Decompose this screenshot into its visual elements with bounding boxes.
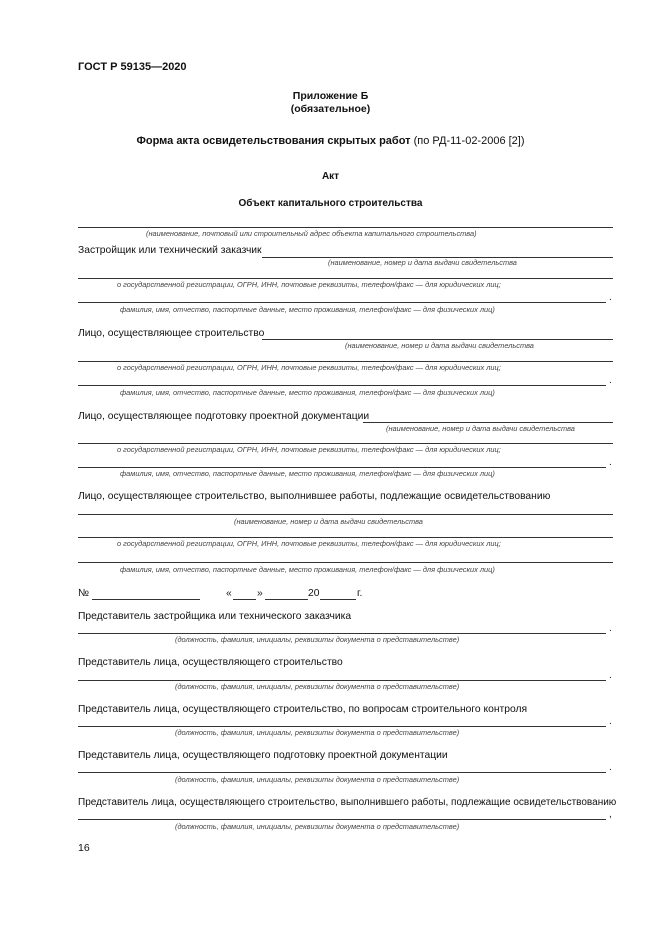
designer-legal-line[interactable] [78,443,613,444]
builder-dot: . [609,375,612,386]
builder-line[interactable] [262,339,613,340]
builder-label: Лицо, осуществляющее строительство [78,328,265,339]
date-month-field-ext [265,599,308,600]
developer-label: Застройщик или технический заказчик [78,245,262,256]
rep-developer-dot: . [609,623,612,634]
rep-developer-line[interactable] [78,633,606,634]
builder-person-hint: фамилия, имя, отчество, паспортные данные, место проживания, телефон/факс — для физических лиц) [120,388,495,397]
form-title-reference: (по РД-11-02-2006 [2]) [413,135,525,147]
builder-legal-line[interactable] [78,361,613,362]
act-number-label: № [78,588,90,599]
rep-builder-label: Представитель лица, осуществляющего строительство [78,657,343,668]
object-line[interactable] [78,227,613,228]
rep-designer-hint: (должность, фамилия, инициалы, реквизиты документа о представительстве) [175,775,460,784]
designer-legal-hint: о государственной регистрации, ОГРН, ИНН, почтовые реквизиты, телефон/факс — для юридических лиц; [117,445,501,454]
date-day-field[interactable] [233,599,256,600]
rep-builder-line[interactable] [78,680,606,681]
developer-legal-hint: о государственной регистрации, ОГРН, ИНН, почтовые реквизиты, телефон/факс — для юридических лиц; [117,280,501,289]
rep-performer-label: Представитель лица, осуществляющего строительство, выполнившего работы, подлежащие освидетельствованию [78,797,617,808]
performer-label: Лицо, осуществляющее строительство, выполнившее работы, подлежащие освидетельствованию [78,491,551,502]
builder-person-line[interactable] [78,385,606,386]
performer-line[interactable] [78,514,613,515]
performer-cert-hint: (наименование, номер и дата выдачи свидетельства [234,517,423,526]
designer-person-hint: фамилия, имя, отчество, паспортные данные, место проживания, телефон/факс — для физических лиц) [120,469,495,478]
form-title-main: Форма акта освидетельствования скрытых работ [136,135,411,147]
rep-control-label: Представитель лица, осуществляющего строительство, по вопросам строительного контроля [78,704,528,715]
date-year-prefix: 20 [308,588,320,599]
rep-designer-label: Представитель лица, осуществляющего подготовку проектной документации [78,750,448,761]
developer-legal-line[interactable] [78,278,613,279]
designer-line[interactable] [363,422,613,423]
designer-person-line[interactable] [78,467,606,468]
rep-performer-comma: , [609,809,612,820]
developer-dot: . [609,292,612,303]
spacer [308,599,309,600]
appendix-title: Приложение Б [292,90,369,102]
builder-cert-hint: (наименование, номер и дата выдачи свидетельства [345,341,534,350]
developer-person-hint: фамилия, имя, отчество, паспортные данные, место проживания, телефон/факс — для физических лиц) [120,305,495,314]
date-quote-close: » [257,588,263,599]
rep-builder-dot: . [609,670,612,681]
builder-legal-hint: о государственной регистрации, ОГРН, ИНН, почтовые реквизиты, телефон/факс — для юридических лиц; [117,363,501,372]
designer-dot: . [609,457,612,468]
object-hint: (наименование, почтовый или строительный адрес объекта капитального строительства) [146,229,477,238]
performer-legal-hint: о государственной регистрации, ОГРН, ИНН, почтовые реквизиты, телефон/факс — для юридических лиц; [117,539,501,548]
date-quote-open: « [226,588,232,599]
act-heading: Акт [321,171,340,182]
date-year-field[interactable] [320,599,356,600]
designer-cert-hint: (наименование, номер и дата выдачи свидетельства [386,424,575,433]
rep-control-line[interactable] [78,726,606,727]
rep-performer-line[interactable] [78,819,606,820]
designer-label: Лицо, осуществляющее подготовку проектной документации [78,411,370,422]
page-number: 16 [78,842,90,854]
object-heading: Объект капитального строительства [238,198,423,209]
rep-builder-hint: (должность, фамилия, инициалы, реквизиты документа о представительстве) [175,682,460,691]
performer-legal-line[interactable] [78,537,613,538]
standard-header: ГОСТ Р 59135—2020 [78,61,187,73]
rep-designer-dot: . [609,762,612,773]
performer-person-hint: фамилия, имя, отчество, паспортные данные, место проживания, телефон/факс — для физических лиц) [120,565,495,574]
rep-control-dot: . [609,716,612,727]
rep-designer-line[interactable] [78,772,606,773]
date-year-suffix: г. [357,588,363,599]
rep-control-hint: (должность, фамилия, инициалы, реквизиты документа о представительстве) [175,728,460,737]
form-title [0,135,661,147]
act-number-field[interactable] [92,599,200,600]
developer-cert-hint: (наименование, номер и дата выдачи свидетельства [328,258,517,267]
rep-developer-hint: (должность, фамилия, инициалы, реквизиты документа о представительстве) [175,635,460,644]
rep-developer-label: Представитель застройщика или технического заказчика [78,611,352,622]
rep-performer-hint: (должность, фамилия, инициалы, реквизиты документа о представительстве) [175,822,460,831]
appendix-status: (обязательное) [290,103,371,115]
performer-person-line[interactable] [78,562,613,563]
developer-person-line[interactable] [78,302,606,303]
